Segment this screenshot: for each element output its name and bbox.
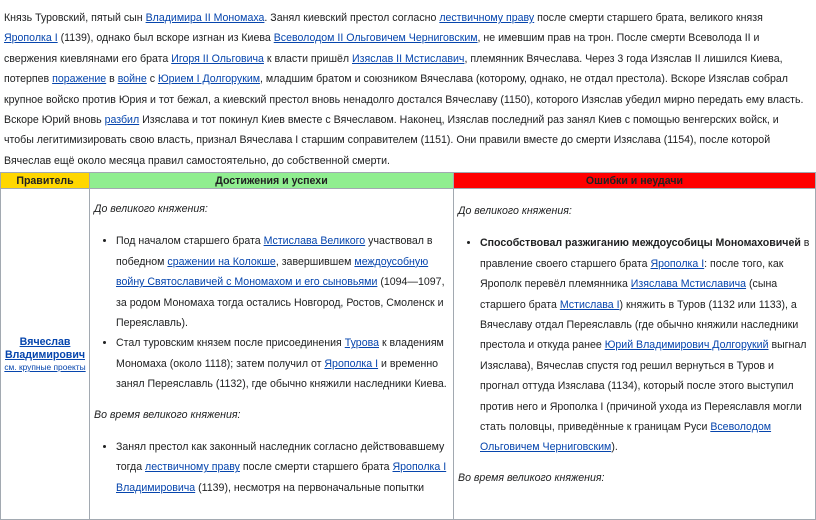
inline-link[interactable]: Мстислава Великого — [263, 235, 366, 248]
text-run: с — [146, 73, 158, 86]
bold-text: Способствовал разжиганию междоусобицы Мономаховичей — [480, 237, 801, 250]
list-item — [116, 231, 449, 333]
text-run: : после того, как Ярополк перевёл племянника — [480, 257, 784, 291]
table-row — [1, 189, 816, 520]
header-achievements: Достижения и успехи — [90, 173, 454, 189]
text-run: участвовал в победном — [116, 235, 433, 268]
inline-link[interactable]: междоусобную войну Святославичей с Мономахом и его сыновьями — [116, 255, 429, 289]
text-run: , младшим братом и союзником Вячеслава (которому, однако, не отдал престола). Вскоре Изяслав собрал крупное войско против Юрия и тот бежал, а киевский престол вновь ненадолго достался Вячеславу (1150), которого Изяслав убедил мирно передать ему власть. Вскоре Юрий вновь — [4, 73, 804, 127]
failures-before-list — [458, 233, 811, 457]
text-run: ). — [611, 441, 618, 454]
inline-link[interactable]: Юрий Владимирович Долгорукий — [604, 339, 769, 352]
ruler-name-link[interactable]: Вячеслав Владимирович — [5, 336, 85, 361]
list-item — [480, 233, 811, 457]
text-run: (сына старшего брата — [480, 278, 778, 311]
table-header-row — [1, 173, 816, 189]
failures-during-label: Во время великого княжения: — [458, 471, 605, 484]
intro-paragraph — [4, 8, 810, 171]
text-run: , не имевшим прав на трон. После смерти Всеволода II и свержения киевлянами его брата — [4, 32, 760, 65]
inline-link[interactable]: Игоря II Ольговича — [171, 52, 264, 65]
text-run: (1139), однако был вскоре изгнан из Киева — [57, 32, 274, 45]
inline-link[interactable]: Изяслав II Мстиславич — [352, 52, 465, 65]
ruler-table — [0, 172, 816, 520]
list-item — [116, 437, 449, 498]
achievements-cell — [90, 189, 454, 520]
inline-link[interactable]: Ярополка I Владимировича — [116, 461, 447, 494]
ruler-projects-link[interactable]: см. крупные проекты — [4, 362, 86, 372]
inline-link[interactable]: Ярополка I — [650, 257, 705, 270]
inline-link[interactable]: разбил — [104, 114, 140, 127]
inline-link[interactable]: Мстислава I — [559, 298, 620, 311]
text-run: , племянник Вячеслава. Через 3 года Изяслав II лишился Киева, потерпев — [4, 52, 783, 86]
inline-link[interactable]: Изяслава Мстиславича — [630, 278, 747, 291]
text-run: Стал туровским князем после присоединения — [116, 337, 345, 350]
text-run: и временно занял Переяславль (1132), где обычно княжили наследники Киева. — [116, 357, 447, 391]
achievements-before-list — [94, 231, 449, 394]
achievements-during-list — [94, 437, 449, 498]
text-run: (1094—1097, за родом Мономаха тогда остались Новгород, Ростов, Смоленск и Переяславль). — [116, 276, 445, 330]
text-run: в правление своего старшего брата — [480, 237, 810, 270]
text-run: выгнал Изяслава), Вячеслав спустя год решил вернуться в Туров и прогнал оттуда Изяслава (1134), который после этого выступил против него и Ярополка I (причиной ухода из Переяславля могли стать половцы, приведённые к границам Руси — [480, 339, 807, 434]
text-run: Князь Туровский, пятый сын — [4, 12, 146, 24]
text-run: . Занял киевский престол согласно — [264, 12, 440, 24]
header-ruler: Правитель — [1, 173, 90, 189]
achievements-before-label: До великого княжения: — [94, 203, 208, 215]
inline-link[interactable]: Юрием I Долгоруким — [157, 73, 261, 86]
inline-link[interactable]: Всеволодом II Ольговичем Черниговским — [273, 32, 478, 45]
inline-link[interactable]: лествичному праву — [439, 12, 535, 24]
inline-link[interactable]: войне — [117, 73, 147, 86]
achievements-during-label: Во время великого княжения: — [94, 408, 241, 421]
inline-link[interactable]: Всеволодом Ольговичем Черниговским — [480, 421, 772, 454]
text-run: , завершившем — [275, 255, 355, 268]
list-item — [116, 333, 449, 394]
inline-link[interactable]: лествичному праву — [145, 461, 240, 474]
header-failures: Ошибки и неудачи — [454, 173, 816, 189]
failures-before-label: До великого княжения: — [458, 205, 572, 217]
text-run: ) княжить в Туров (1132 или 1133), а Вячеславу отдал Переяславль (где обычно княжили наследники престола и откуда ранее — [480, 298, 799, 352]
inline-link[interactable]: Ярополка I — [4, 32, 58, 45]
text-run: в — [106, 73, 118, 86]
text-run: Изяслава и тот покинул Киев вместе с Вячеславом. Наконец, Изяслав последний раз занял Киев с помощью венгерских войск, и чтобы легитимизировать свою власть, признал Вячеслава I старшим соправителем (1151). Они правили вместе до смерти Изяслава (1154), после которой Вячеслав ещё около месяца правил самостоятельно, до собственной смерти. — [4, 114, 779, 167]
text-run: к владениям Мономаха (около 1118); затем получил от — [116, 337, 444, 370]
text-run: после смерти старшего брата — [239, 461, 393, 474]
inline-link[interactable]: Владимира II Мономаха — [145, 12, 265, 24]
inline-link[interactable]: поражение — [52, 73, 107, 86]
failures-cell — [454, 189, 816, 520]
text-run: после смерти старшего брата, великого князя — [534, 12, 763, 24]
inline-link[interactable]: Ярополка I — [324, 357, 379, 370]
ruler-cell — [1, 189, 90, 520]
text-run: Занял престол как законный наследник согласно действовавшему тогда — [116, 441, 445, 474]
text-run: Под началом старшего брата — [116, 235, 264, 248]
inline-link[interactable]: сражении на Колокше — [167, 255, 276, 268]
inline-link[interactable]: Турова — [344, 337, 379, 350]
text-run: (1139), несмотря на первоначальные попытки — [195, 481, 425, 494]
text-run: к власти пришёл — [263, 52, 352, 65]
